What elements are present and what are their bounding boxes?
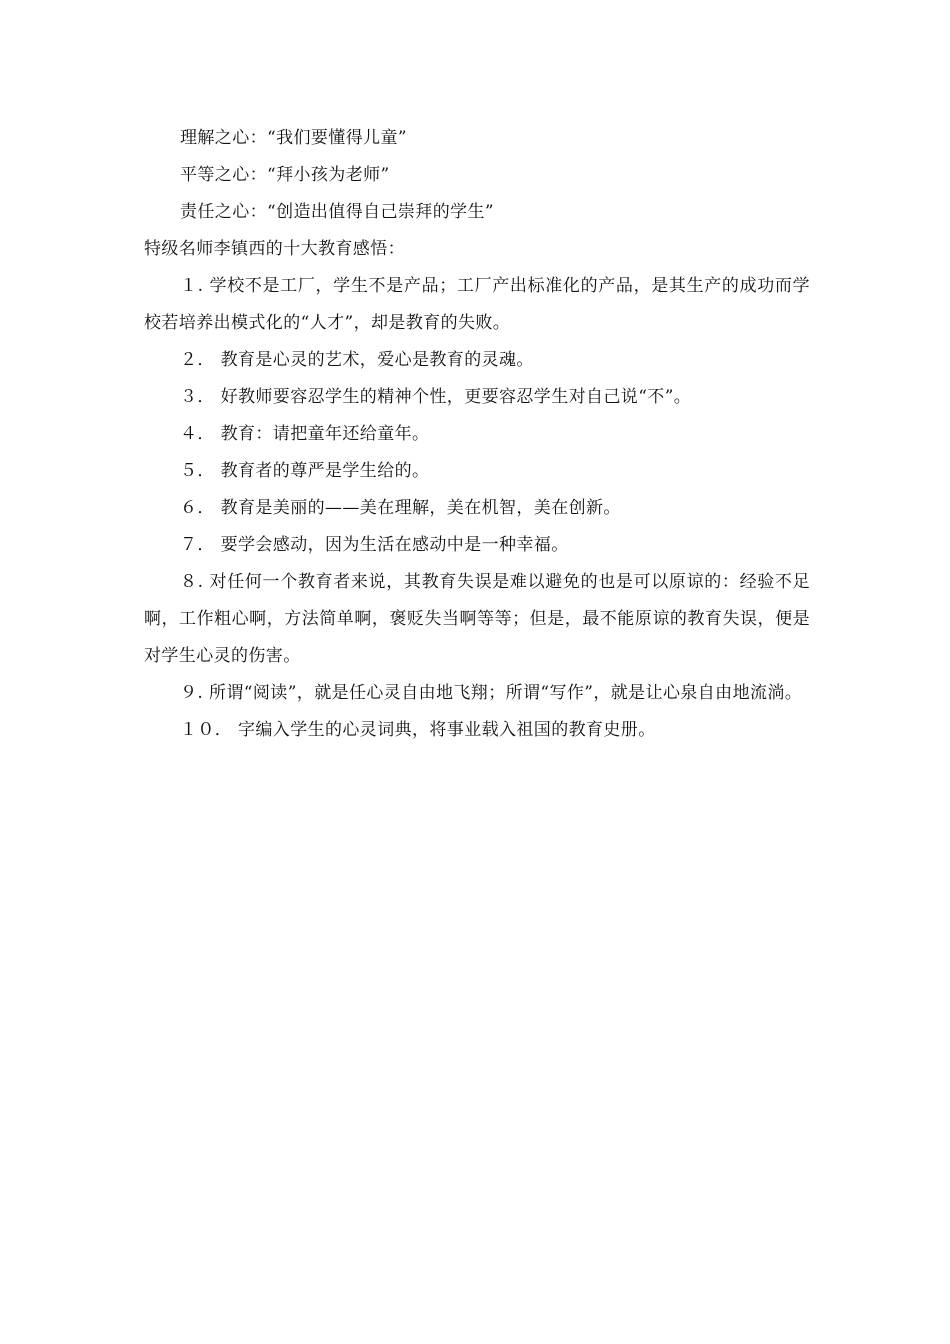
list-item-2: ２． 教育是心灵的艺术，爱心是教育的灵魂。 xyxy=(180,350,534,370)
list-item-9: ９. 所谓“阅读”，就是任心灵自由地飞翔；所谓“写作”，就是让心泉自由地流淌。 xyxy=(180,683,803,703)
intro-line-responsibility: 责任之心：“创造出值得自己崇拜的学生” xyxy=(180,202,494,222)
section-heading: 特级名师李镇西的十大教育感悟： xyxy=(144,239,405,259)
intro-line-understanding: 理解之心：“我们要懂得儿童” xyxy=(180,128,407,148)
list-item-3: ３． 好教师要容忍学生的精神个性，更要容忍学生对自己说“不”。 xyxy=(180,387,692,407)
intro-line-equality: 平等之心：“拜小孩为老师” xyxy=(180,165,390,185)
list-item-10: １０． 字编入学生的心灵词典，将事业载入祖国的教育史册。 xyxy=(180,720,656,740)
list-item-5: ５． 教育者的尊严是学生给的。 xyxy=(180,461,430,481)
list-item-7: ７． 要学会感动，因为生活在感动中是一种幸福。 xyxy=(180,535,569,555)
list-item-8: ８. 对任何一个教育者来说，其教育失误是难以避免的也是可以原谅的：经验不足啊，工作粗心啊，方法简单啊，褒贬失当啊等等；但是，最不能原谅的教育失误，便是对学生心灵的伤害。 xyxy=(144,572,810,666)
list-item-6: ６． 教育是美丽的——美在理解，美在机智，美在创新。 xyxy=(180,498,621,518)
list-item-1: １. 学校不是工厂，学生不是产品；工厂产出标准化的产品，是其生产的成功而学校若培养出模式化的“人才”，却是教育的失败。 xyxy=(144,276,810,333)
document-body xyxy=(144,120,810,749)
list-item-4: ４． 教育：请把童年还给童年。 xyxy=(180,424,430,444)
